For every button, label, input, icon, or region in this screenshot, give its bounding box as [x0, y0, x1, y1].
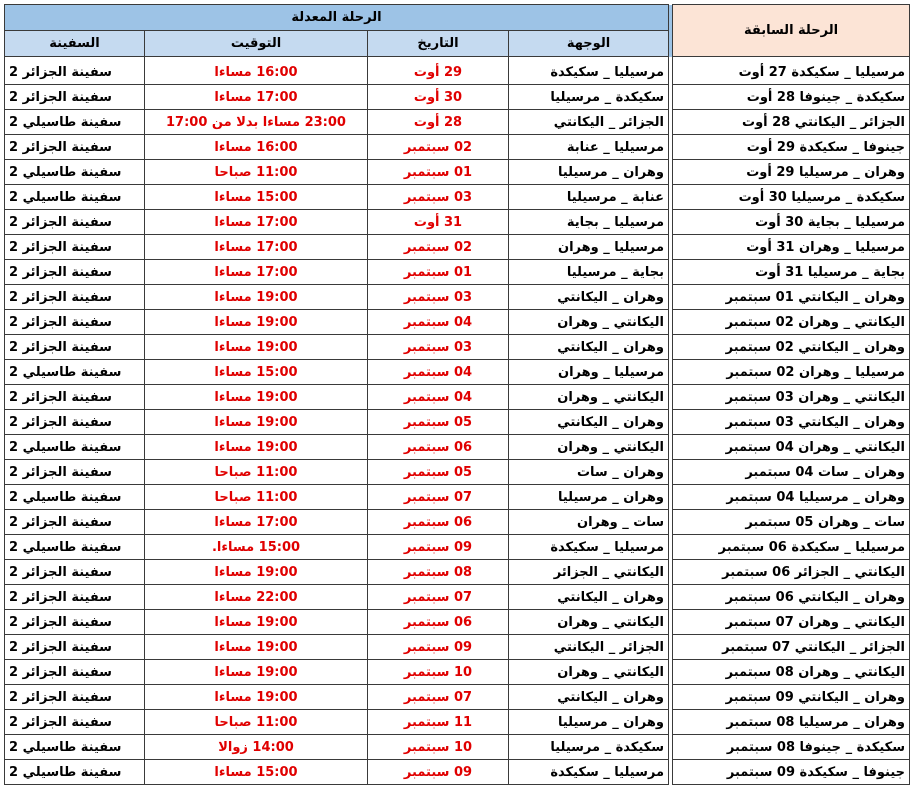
ship-cell: سفينة طاسيلي 2	[5, 110, 145, 135]
table-row	[5, 610, 910, 635]
date-cell: 06 سبتمبر	[368, 510, 509, 535]
destination-cell: اليكانتي _ وهران	[509, 435, 669, 460]
ship-cell: سفينة الجزائر 2	[5, 385, 145, 410]
table-row	[5, 410, 910, 435]
date-cell: 31 أوت	[368, 210, 509, 235]
date-column-header: التاريخ	[368, 31, 509, 57]
previous-trip-cell: سكيكدة _ جينوفا 28 أوت	[673, 85, 910, 110]
date-cell: 07 سبتمبر	[368, 485, 509, 510]
date-cell: 08 سبتمبر	[368, 560, 509, 585]
date-cell: 29 أوت	[368, 57, 509, 85]
date-cell: 02 سبتمبر	[368, 135, 509, 160]
date-cell: 03 سبتمبر	[368, 285, 509, 310]
destination-cell: وهران _ اليكانتي	[509, 685, 669, 710]
time-column-header: التوقيت	[145, 31, 368, 57]
ship-cell: سفينة طاسيلي 2	[5, 735, 145, 760]
date-cell: 02 سبتمبر	[368, 235, 509, 260]
time-cell: 19:00 مساءا	[145, 685, 368, 710]
table-row	[5, 710, 910, 735]
previous-trip-cell: اليكانتي _ وهران 04 سبتمبر	[673, 435, 910, 460]
destination-cell: اليكانتي _ الجزائر	[509, 560, 669, 585]
date-cell: 04 سبتمبر	[368, 360, 509, 385]
date-cell: 03 سبتمبر	[368, 335, 509, 360]
date-cell: 03 سبتمبر	[368, 185, 509, 210]
time-cell: 19:00 مساءا	[145, 435, 368, 460]
date-cell: 04 سبتمبر	[368, 310, 509, 335]
previous-trip-cell: الجزائر _ اليكانتي 07 سبتمبر	[673, 635, 910, 660]
time-cell: 19:00 مساءا	[145, 310, 368, 335]
schedule-sheet	[4, 4, 909, 785]
ship-cell: سفينة الجزائر 2	[5, 210, 145, 235]
time-cell: 16:00 مساءا	[145, 135, 368, 160]
previous-trip-cell: وهران _ اليكانتي 03 سبتمبر	[673, 410, 910, 435]
previous-trip-cell: مرسيليا _ سكيكدة 27 أوت	[673, 57, 910, 85]
time-cell: 17:00 مساءا	[145, 85, 368, 110]
ship-cell: سفينة الجزائر 2	[5, 335, 145, 360]
ship-cell: سفينة الجزائر 2	[5, 610, 145, 635]
previous-trip-cell: بجاية _ مرسيليا 31 أوت	[673, 260, 910, 285]
destination-cell: وهران _ مرسيليا	[509, 485, 669, 510]
ship-cell: سفينة طاسيلي 2	[5, 360, 145, 385]
table-row	[5, 460, 910, 485]
ship-cell: سفينة الجزائر 2	[5, 310, 145, 335]
date-cell: 06 سبتمبر	[368, 435, 509, 460]
table-row	[5, 57, 910, 85]
previous-trip-cell: سات _ وهران 05 سبتمبر	[673, 510, 910, 535]
date-cell: 04 سبتمبر	[368, 385, 509, 410]
table-row	[5, 385, 910, 410]
time-cell: 11:00 صباحا	[145, 460, 368, 485]
table-row	[5, 85, 910, 110]
destination-cell: بجاية _ مرسيليا	[509, 260, 669, 285]
previous-trip-cell: مرسيليا _ سكيكدة 06 سبتمبر	[673, 535, 910, 560]
destination-cell: مرسيليا _ سكيكدة	[509, 760, 669, 785]
previous-trip-cell: وهران _ مرسيليا 04 سبتمبر	[673, 485, 910, 510]
previous-trip-cell: وهران _ اليكانتي 02 سبتمبر	[673, 335, 910, 360]
table-row	[5, 560, 910, 585]
time-cell: 17:00 مساءا	[145, 210, 368, 235]
destination-cell: وهران _ اليكانتي	[509, 335, 669, 360]
ship-cell: سفينة الجزائر 2	[5, 510, 145, 535]
date-cell: 10 سبتمبر	[368, 735, 509, 760]
destination-cell: وهران _ اليكانتي	[509, 285, 669, 310]
destination-cell: عنابة _ مرسيليا	[509, 185, 669, 210]
previous-trip-cell: جينوفا _ سكيكدة 29 أوت	[673, 135, 910, 160]
ship-cell: سفينة الجزائر 2	[5, 235, 145, 260]
time-cell: 19:00 مساءا	[145, 285, 368, 310]
ship-cell: سفينة طاسيلي 2	[5, 185, 145, 210]
destination-cell: اليكانتي _ وهران	[509, 385, 669, 410]
time-cell: 23:00 مساءا بدلا من 17:00	[145, 110, 368, 135]
previous-trip-cell: وهران _ مرسيليا 08 سبتمبر	[673, 710, 910, 735]
date-cell: 05 سبتمبر	[368, 460, 509, 485]
time-cell: 19:00 مساءا	[145, 610, 368, 635]
previous-trip-cell: سكيكدة _ مرسيليا 30 أوت	[673, 185, 910, 210]
ship-cell: سفينة طاسيلي 2	[5, 760, 145, 785]
destination-cell: وهران _ اليكانتي	[509, 585, 669, 610]
destination-cell: اليكانتي _ وهران	[509, 660, 669, 685]
date-cell: 01 سبتمبر	[368, 160, 509, 185]
destination-cell: مرسيليا _ بجاية	[509, 210, 669, 235]
ship-cell: سفينة الجزائر 2	[5, 85, 145, 110]
table-row	[5, 135, 910, 160]
previous-trip-cell: وهران _ سات 04 سبتمبر	[673, 460, 910, 485]
previous-trip-cell: جينوفا _ سكيكدة 09 سبتمبر	[673, 760, 910, 785]
ship-cell: سفينة الجزائر 2	[5, 660, 145, 685]
destination-cell: مرسيليا _ سكيكدة	[509, 57, 669, 85]
previous-trip-cell: سكيكدة _ جينوفا 08 سبتمبر	[673, 735, 910, 760]
ship-column-header: السفينة	[5, 31, 145, 57]
time-cell: 15:00 مساءا	[145, 185, 368, 210]
date-cell: 05 سبتمبر	[368, 410, 509, 435]
destination-cell: وهران _ سات	[509, 460, 669, 485]
time-cell: 19:00 مساءا	[145, 560, 368, 585]
destination-cell: سات _ وهران	[509, 510, 669, 535]
time-cell: 14:00 زوالا	[145, 735, 368, 760]
time-cell: 11:00 صباحا	[145, 485, 368, 510]
date-cell: 09 سبتمبر	[368, 760, 509, 785]
ship-cell: سفينة الجزائر 2	[5, 285, 145, 310]
destination-cell: وهران _ اليكانتي	[509, 410, 669, 435]
date-cell: 06 سبتمبر	[368, 610, 509, 635]
previous-trip-cell: وهران _ اليكانتي 06 سبتمبر	[673, 585, 910, 610]
time-cell: 19:00 مساءا	[145, 410, 368, 435]
time-cell: 11:00 صباحا	[145, 710, 368, 735]
date-cell: 07 سبتمبر	[368, 585, 509, 610]
time-cell: 17:00 مساءا	[145, 510, 368, 535]
date-cell: 09 سبتمبر	[368, 535, 509, 560]
table-row	[5, 235, 910, 260]
previous-trip-cell: وهران _ مرسيليا 29 أوت	[673, 160, 910, 185]
table-row	[5, 485, 910, 510]
table-row	[5, 535, 910, 560]
time-cell: 11:00 صباحا	[145, 160, 368, 185]
destination-cell: اليكانتي _ وهران	[509, 610, 669, 635]
date-cell: 07 سبتمبر	[368, 685, 509, 710]
ship-cell: سفينة الجزائر 2	[5, 585, 145, 610]
table-row	[5, 185, 910, 210]
destination-cell: اليكانتي _ وهران	[509, 310, 669, 335]
ship-cell: سفينة الجزائر 2	[5, 135, 145, 160]
previous-trip-cell: اليكانتي _ وهران 03 سبتمبر	[673, 385, 910, 410]
date-cell: 09 سبتمبر	[368, 635, 509, 660]
time-cell: 16:00 مساءا	[145, 57, 368, 85]
ship-cell: سفينة الجزائر 2	[5, 260, 145, 285]
ship-cell: سفينة الجزائر 2	[5, 635, 145, 660]
destination-cell: مرسيليا _ عنابة	[509, 135, 669, 160]
ship-cell: سفينة الجزائر 2	[5, 410, 145, 435]
date-cell: 10 سبتمبر	[368, 660, 509, 685]
previous-trip-cell: اليكانتي _ وهران 02 سبتمبر	[673, 310, 910, 335]
table-row	[5, 285, 910, 310]
time-cell: 19:00 مساءا	[145, 660, 368, 685]
time-cell: 19:00 مساءا	[145, 635, 368, 660]
destination-cell: الجزائر _ اليكانتي	[509, 635, 669, 660]
destination-cell: مرسيليا _ وهران	[509, 360, 669, 385]
table-row	[5, 160, 910, 185]
time-cell: 19:00 مساءا	[145, 335, 368, 360]
time-cell: 17:00 مساءا	[145, 235, 368, 260]
time-cell: 17:00 مساءا	[145, 260, 368, 285]
table-row	[5, 760, 910, 785]
table-row	[5, 660, 910, 685]
ship-cell: سفينة طاسيلي 2	[5, 160, 145, 185]
date-cell: 30 أوت	[368, 85, 509, 110]
previous-trip-header: الرحلة السابقة	[673, 5, 910, 57]
previous-trip-cell: الجزائر _ اليكانتي 28 أوت	[673, 110, 910, 135]
previous-trip-cell: اليكانتي _ الجزائر 06 سبتمبر	[673, 560, 910, 585]
time-cell: 22:00 مساءا	[145, 585, 368, 610]
time-cell: 15:00 مساءا	[145, 760, 368, 785]
destination-cell: مرسيليا _ وهران	[509, 235, 669, 260]
table-row	[5, 335, 910, 360]
destination-column-header: الوجهة	[509, 31, 669, 57]
time-cell: 15:00 مساءا	[145, 360, 368, 385]
table-row	[5, 260, 910, 285]
previous-trip-cell: اليكانتي _ وهران 08 سبتمبر	[673, 660, 910, 685]
ship-cell: سفينة الجزائر 2	[5, 560, 145, 585]
destination-cell: سكيكدة _ مرسيليا	[509, 85, 669, 110]
previous-trip-cell: مرسيليا _ بجاية 30 أوت	[673, 210, 910, 235]
date-cell: 11 سبتمبر	[368, 710, 509, 735]
table-row	[5, 735, 910, 760]
destination-cell: مرسيليا _ سكيكدة	[509, 535, 669, 560]
time-cell: 19:00 مساءا	[145, 385, 368, 410]
ship-cell: سفينة طاسيلي 2	[5, 535, 145, 560]
table-row	[5, 635, 910, 660]
ship-cell: سفينة الجزائر 2	[5, 710, 145, 735]
modified-trip-header: الرحلة المعدلة	[5, 5, 669, 31]
ship-cell: سفينة الجزائر 2	[5, 57, 145, 85]
previous-trip-cell: وهران _ اليكانتي 01 سبتمبر	[673, 285, 910, 310]
ship-cell: سفينة طاسيلي 2	[5, 485, 145, 510]
date-cell: 01 سبتمبر	[368, 260, 509, 285]
table-row	[5, 685, 910, 710]
table-row	[5, 585, 910, 610]
previous-trip-cell: وهران _ اليكانتي 09 سبتمبر	[673, 685, 910, 710]
table-row	[5, 310, 910, 335]
ship-cell: سفينة طاسيلي 2	[5, 435, 145, 460]
table-row	[5, 510, 910, 535]
table-row	[5, 360, 910, 385]
ship-cell: سفينة الجزائر 2	[5, 460, 145, 485]
time-cell: 15:00 مساءا.	[145, 535, 368, 560]
destination-cell: الجزائر _ اليكانتي	[509, 110, 669, 135]
schedule-table	[4, 4, 910, 785]
previous-trip-cell: مرسيليا _ وهران 31 أوت	[673, 235, 910, 260]
table-row	[5, 435, 910, 460]
previous-trip-cell: اليكانتي _ وهران 07 سبتمبر	[673, 610, 910, 635]
destination-cell: وهران _ مرسيليا	[509, 710, 669, 735]
date-cell: 28 أوت	[368, 110, 509, 135]
destination-cell: سكيكدة _ مرسيليا	[509, 735, 669, 760]
table-row	[5, 110, 910, 135]
table-row	[5, 210, 910, 235]
ship-cell: سفينة الجزائر 2	[5, 685, 145, 710]
destination-cell: وهران _ مرسيليا	[509, 160, 669, 185]
previous-trip-cell: مرسيليا _ وهران 02 سبتمبر	[673, 360, 910, 385]
